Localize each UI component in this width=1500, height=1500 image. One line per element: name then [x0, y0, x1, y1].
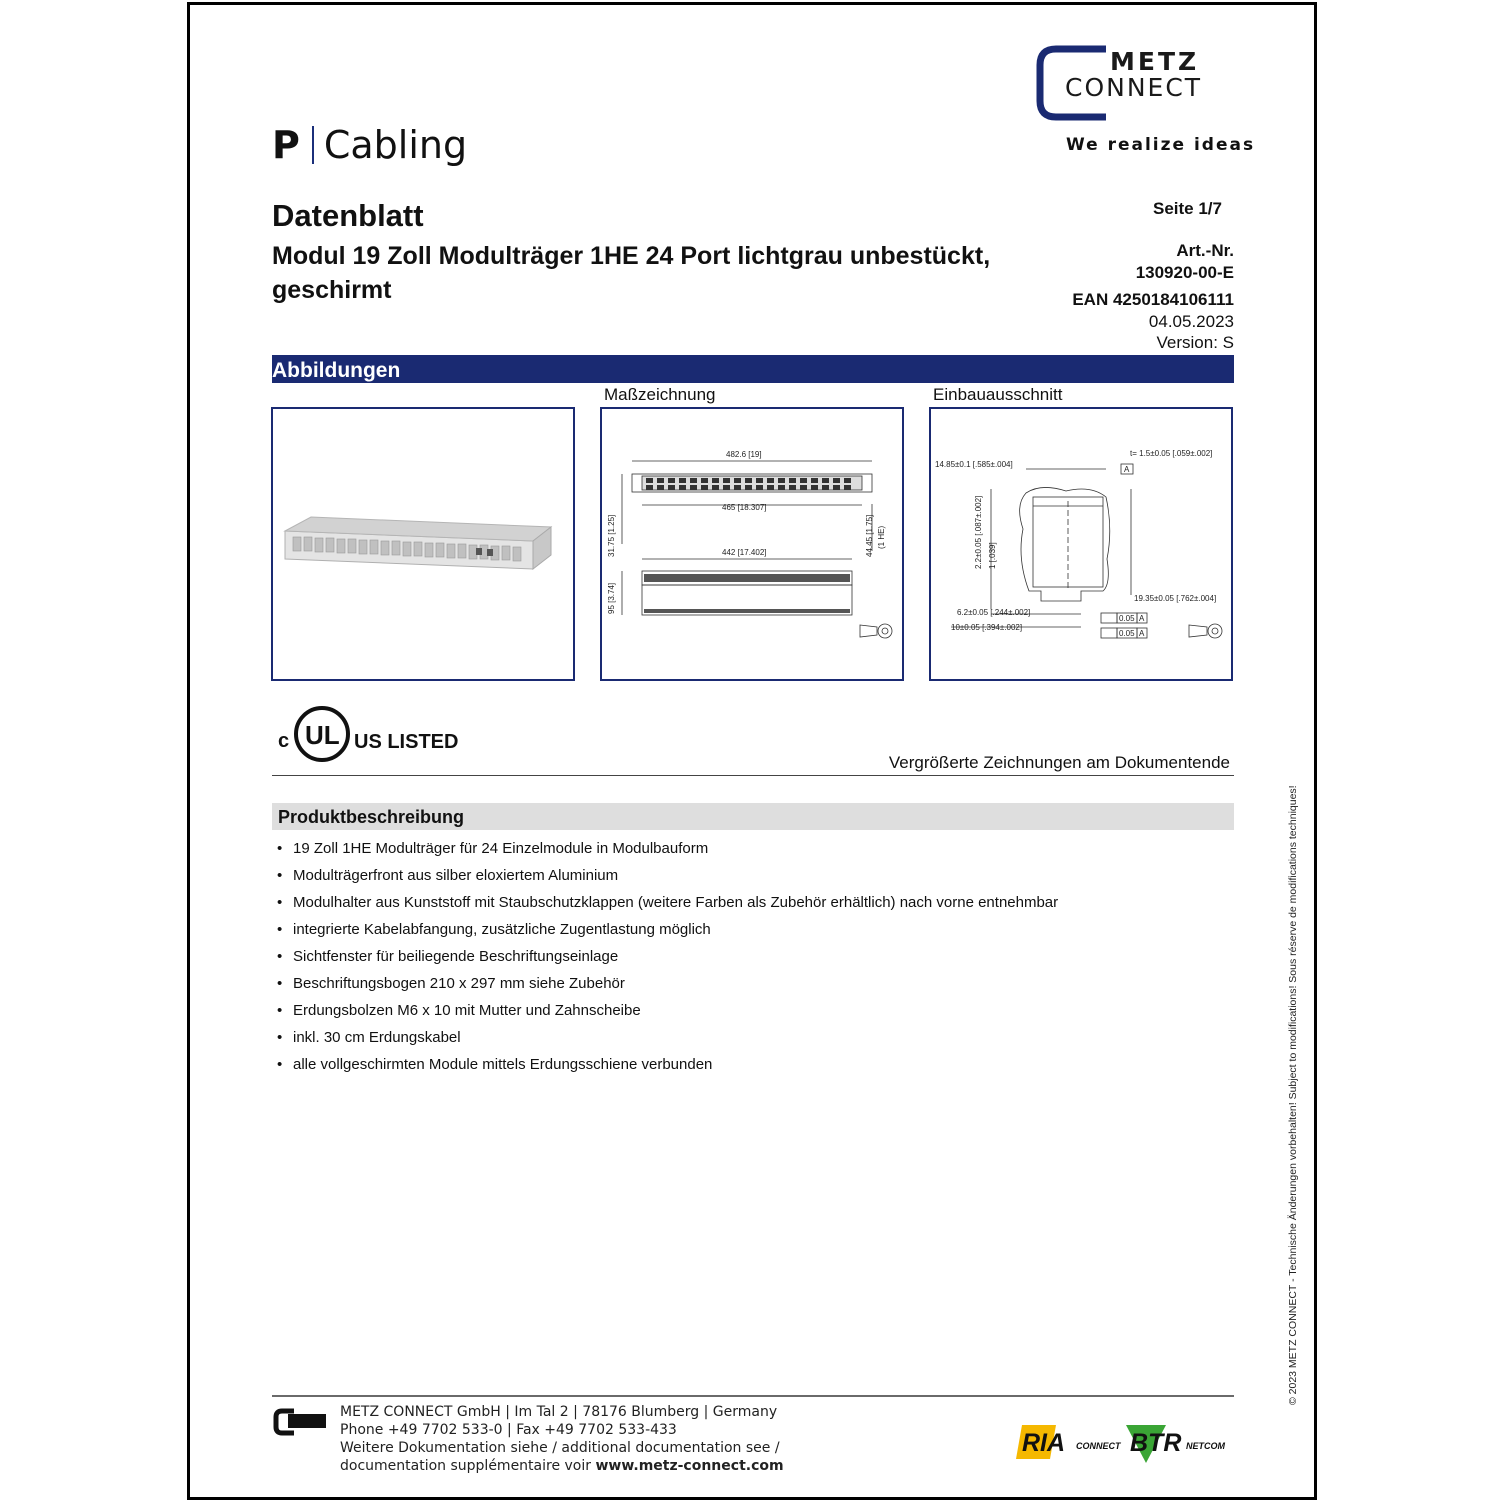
description-list — [272, 839, 1232, 1082]
btr-logo-text: BTR — [1130, 1429, 1182, 1457]
doc-date: 04.05.2023 — [1148, 312, 1234, 331]
enlarged-drawings-note: Vergrößerte Zeichnungen am Dokumentende — [888, 753, 1230, 772]
website-link[interactable]: www.metz-connect.com — [595, 1458, 784, 1474]
product-line-letter: P — [272, 123, 300, 167]
dim-height-he: (1 HE) — [877, 525, 886, 549]
divider — [272, 775, 1234, 776]
dimension-drawing-frame — [600, 407, 904, 681]
product-line-divider — [312, 126, 314, 164]
product-line-name: Cabling — [323, 123, 468, 167]
cutout-dim-right: 19.35±0.05 [.762±.004] — [1134, 594, 1217, 603]
cutout-drawing-caption: Einbauausschnitt — [933, 385, 1063, 404]
dim-height-holes: 31.75 [1.25] — [607, 514, 616, 557]
ul-mark-ul: UL — [305, 720, 340, 750]
list-item: • alle vollgeschirmten Module mittels Erdungsschiene verbunden — [272, 1055, 1232, 1082]
dim-width-mounting: 465 [18.307] — [722, 503, 767, 512]
dimension-drawing — [602, 409, 902, 679]
cutout-dim-ten: 10±0.05 [.394±.002] — [951, 623, 1023, 632]
logo-text-connect: CONNECT — [1065, 73, 1203, 102]
footer-phone: Phone +49 7702 533-0 | Fax +49 7702 533-433 — [340, 1422, 677, 1438]
product-image-frame — [271, 407, 575, 681]
ean-code: EAN 4250184106111 — [1072, 290, 1234, 309]
ul-listed-mark — [272, 700, 462, 770]
figures-section-header: Abbildungen — [272, 355, 1234, 383]
copyright-side-note: © 2023 METZ CONNECT - Technische Änderungen vorbehalten! Subject to modifications! Sous réserve de modifications techniques! — [1287, 785, 1299, 1405]
dim-width-body: 442 [17.402] — [722, 548, 767, 557]
list-item: • Sichtfenster für beiliegende Beschriftungseinlage — [272, 947, 1232, 974]
list-item: • Beschriftungsbogen 210 x 297 mm siehe Zubehör — [272, 974, 1232, 1001]
cutout-datum-flag: A — [1124, 465, 1130, 474]
footer-contact — [340, 1403, 784, 1475]
cutout-dim-thickness: t= 1.5±0.05 [.059±.002] — [1130, 449, 1213, 458]
footer-docs-line: Weitere Dokumentation siehe / additional documentation see / — [340, 1440, 780, 1456]
product-line-label — [272, 123, 467, 167]
dim-height-unit: 44.45 [1.75] — [865, 514, 874, 557]
cutout-datum-2: A — [1139, 629, 1145, 638]
article-number: 130920-00-E — [1135, 263, 1234, 282]
brand-tagline: We realize ideas — [1066, 135, 1256, 155]
cutout-datum-1: A — [1139, 614, 1145, 623]
footer-company: METZ CONNECT GmbH | Im Tal 2 | 78176 Blumberg | Germany — [340, 1404, 778, 1420]
dim-depth: 95 [3.74] — [607, 582, 616, 614]
btr-logo-sub: NETCOM — [1186, 1441, 1225, 1451]
dim-width-overall: 482.6 [19] — [726, 450, 762, 459]
product-title: Modul 19 Zoll Modulträger 1HE 24 Port lichtgrau unbestückt, geschirmt — [272, 242, 991, 304]
cutout-dim-width: 14.85±0.1 [.585±.004] — [935, 460, 1013, 469]
list-item: • integrierte Kabelabfangung, zusätzliche Zugentlastung möglich — [272, 920, 1232, 947]
ria-logo-sub: CONNECT — [1076, 1441, 1121, 1451]
cutout-dim-offset: 2.2±0.05 [.087±.002] — [974, 495, 983, 569]
product-image — [273, 409, 573, 679]
doc-version: Version: S — [1156, 333, 1234, 352]
btr-netcom-logo — [1126, 1423, 1236, 1463]
cutout-tolerance-2: 0.05 — [1119, 629, 1135, 638]
dimension-drawing-caption: Maßzeichnung — [604, 385, 716, 404]
logo-text-metz: METZ — [1110, 47, 1200, 76]
footer-logo-icon — [272, 1407, 328, 1437]
list-item: • Modulträgerfront aus silber eloxiertem Aluminium — [272, 866, 1232, 893]
ria-logo-text: RIA — [1022, 1429, 1066, 1457]
ria-connect-logo — [1016, 1425, 1126, 1461]
cutout-drawing-frame — [929, 407, 1233, 681]
description-title: Produktbeschreibung — [278, 807, 465, 827]
list-item: • Erdungsbolzen M6 x 10 mit Mutter und Zahnscheibe — [272, 1001, 1232, 1028]
page-title: Datenblatt — [272, 198, 424, 233]
ul-mark-listed: US LISTED — [354, 731, 459, 753]
cutout-tolerance-1: 0.05 — [1119, 614, 1135, 623]
ul-mark-c: c — [278, 730, 290, 752]
list-item: • 19 Zoll 1HE Modulträger für 24 Einzelmodule in Modulbauform — [272, 839, 1232, 866]
footer-docs-line-2: documentation supplémentaire voir www.metz-connect.com — [340, 1458, 784, 1474]
datasheet-page — [187, 2, 1317, 1500]
description-section-header — [272, 803, 1234, 830]
cutout-dim-one: 1 [.039] — [988, 542, 997, 569]
cutout-drawing — [931, 409, 1231, 679]
article-label: Art.-Nr. — [1176, 241, 1234, 260]
footer-divider — [272, 1395, 1234, 1397]
cutout-dim-small: 6.2±0.05 [.244±.002] — [957, 608, 1031, 617]
page-number: Seite 1/7 — [1153, 199, 1222, 218]
list-item: • inkl. 30 cm Erdungskabel — [272, 1028, 1232, 1055]
list-item: • Modulhalter aus Kunststoff mit Staubschutzklappen (weitere Farben als Zubehör erhältlich) nach vorne entnehmbar — [272, 893, 1232, 920]
